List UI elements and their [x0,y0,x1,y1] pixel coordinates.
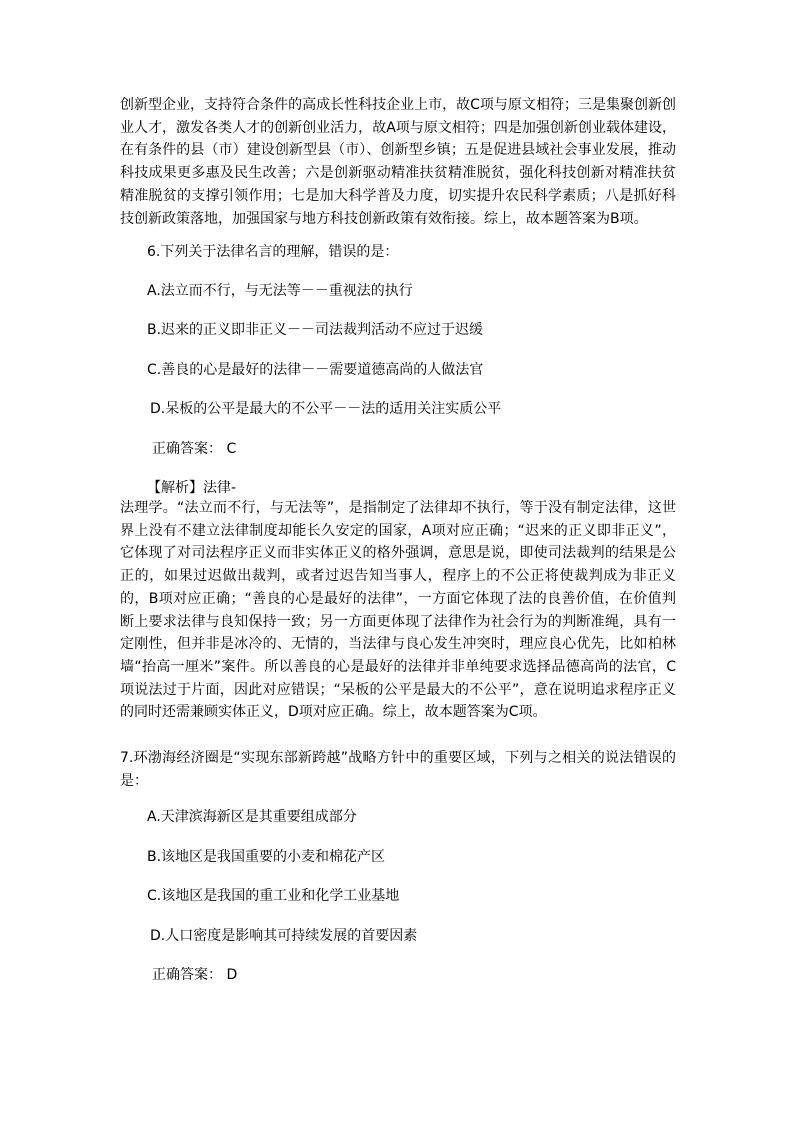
q5-explanation-tail: 创新型企业，支持符合条件的高成长性科技企业上市，故C项与原文相符；三是集聚创新创业人才，激发各类人才的创新创业活力，故A项与原文相符；四是加强创新创业载体建设，在有条件的县（市）建设创新型县（市）、创新型乡镇；五是促进县域社会事业发展，推动科技成果更多惠及民生改善；六是创新驱动精准扶贫精准脱贫，强化科技创新对精准扶贫精准脱贫的支撑引领作用；七是加大科学普及力度，切实提升农民科学素质；八是抓好科技创新政策落地，加强国家与地方科技创新政策有效衔接。综上，故本题答案为B项。 [120,97,676,227]
q6-analysis-label: 【解析】法律- [147,480,237,496]
q6-option-d: D.呆板的公平是最大的不公平－－法的适用关注实质公平 [150,401,502,417]
q7-question: 7.环渤海经济圈是“实现东部新跨越”战略方针中的重要区域，下列与之相关的说法错误的是： [120,750,676,789]
q6-option-b: B.迟来的正义即非正义－－司法裁判活动不应过于迟缓 [147,322,484,338]
q6-analysis: 法理学。“法立而不行，与无法等”，是指制定了法律却不执行，等于没有制定法律，这世界上没有不建立法律制度却能长久安定的国家，A项对应正确；“迟来的正义即非正义”，它体现了对司法程序正义而非实体正义的格外强调，意思是说，即使司法裁判的结果是公正的，如果过迟做出裁判，或者过迟告知当事人，程序上的不公正将使裁判成为非正义的，B项对应正确；“善良的心是最好的法律”，一方面它体现了法的良善价值，在价值判断上要求法律与良知保持一致；另一方面更体现了法律作为社会行为的判断准绳，具有一定刚性，但并非是冰冷的、无情的，当法律与良心发生冲突时，理应良心优先，比如柏林墙“抬高一厘米”案件。所以善良的心是最好的法律并非单纯要求选择品德高尚的法官，C项说法过于片面，因此对应错误；“呆板的公平是最大的不公平”，意在说明追求程序正义的同时还需兼顾实体正义，D项对应正确。综上，故本题答案为C项。 [120,500,676,721]
q7-answer: 正确答案： D [152,967,238,983]
q7-option-d: D.人口密度是影响其可持续发展的首要因素 [150,928,418,944]
q7-option-a: A.天津滨海新区是其重要组成部分 [147,809,357,825]
q6-option-c: C.善良的心是最好的法律－－需要道德高尚的人做法官 [147,362,484,378]
q6-question: 6.下列关于法律名言的理解，错误的是： [147,244,399,260]
q6-option-a: A.法立而不行，与无法等－－重视法的执行 [147,283,413,299]
q7-option-b: B.该地区是我国重要的小麦和棉花产区 [147,849,386,865]
q7-option-c: C.该地区是我国的重工业和化学工业基地 [147,888,400,904]
q6-answer: 正确答案： C [152,441,237,457]
